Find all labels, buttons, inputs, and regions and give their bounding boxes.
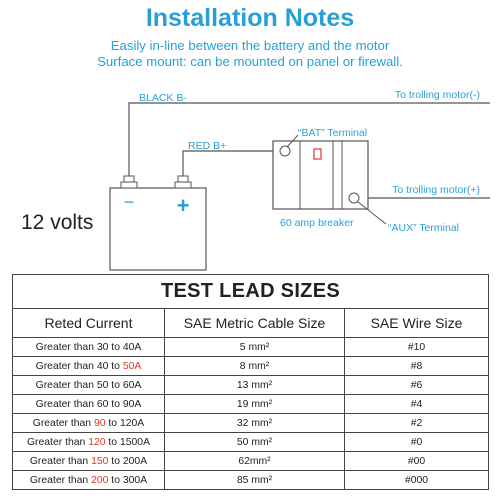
aux-terminal-label: “AUX” Terminal (388, 222, 459, 234)
breaker-label: 60 amp breaker (280, 217, 354, 229)
sae-size-cell: #000 (345, 471, 489, 490)
column-header: Reted Current (13, 309, 165, 338)
table-row (13, 357, 489, 376)
current-cell (13, 433, 165, 452)
battery-negative-terminal (121, 176, 137, 188)
table-row (13, 471, 489, 490)
aux-callout-line (358, 202, 386, 224)
table-row (13, 395, 489, 414)
current-text: to 1500A (105, 436, 151, 448)
metric-size-cell: 5 mm² (165, 338, 345, 357)
table-row (13, 338, 489, 357)
column-header: SAE Metric Cable Size (165, 309, 345, 338)
breaker (273, 141, 368, 209)
current-text: Greater than (26, 436, 89, 448)
lead-size-table (12, 274, 488, 490)
metric-size-cell: 62mm² (165, 452, 345, 471)
current-highlight: 200 (91, 474, 109, 486)
metric-size-cell: 32 mm² (165, 414, 345, 433)
current-text: to 120A (105, 417, 145, 429)
metric-size-cell: 8 mm² (165, 357, 345, 376)
current-highlight: 120 (88, 436, 106, 448)
current-text: to 200A (108, 455, 148, 467)
current-highlight: 90 (93, 417, 106, 429)
minus-sign: − (123, 192, 135, 212)
current-text: Greater than 40 to (35, 360, 123, 372)
current-text: Greater than (32, 417, 94, 429)
metric-size-cell: 19 mm² (165, 395, 345, 414)
current-cell (13, 414, 165, 433)
current-cell (13, 452, 165, 471)
sae-size-cell: #4 (345, 395, 489, 414)
bat-terminal-label: “BAT” Terminal (298, 127, 368, 139)
current-cell (13, 471, 165, 490)
table-row (13, 376, 489, 395)
current-highlight: 50A (122, 360, 142, 372)
current-cell (13, 376, 165, 395)
current-cell (13, 338, 165, 357)
current-text: Greater than 60 to 90A (35, 398, 142, 410)
table-row (13, 414, 489, 433)
plus-sign: + (176, 193, 190, 218)
black-wire-label: BLACK B- (139, 92, 187, 104)
red-wire-label: RED B+ (188, 140, 227, 152)
current-text: Greater than 50 to 60A (35, 379, 142, 391)
sae-size-cell: #2 (345, 414, 489, 433)
table-row (13, 433, 489, 452)
metric-size-cell: 50 mm² (165, 433, 345, 452)
sae-size-cell: #6 (345, 376, 489, 395)
aux-terminal (349, 193, 359, 203)
page-title: Installation Notes (145, 4, 355, 32)
table-header-row (13, 309, 489, 338)
breaker-reset-indicator (314, 149, 321, 159)
current-highlight: 150 (91, 455, 109, 467)
sae-size-cell: #8 (345, 357, 489, 376)
battery-voltage-label: 12 volts (21, 211, 94, 234)
current-cell (13, 357, 165, 376)
table-row (13, 452, 489, 471)
battery-positive-terminal (175, 176, 191, 188)
current-text: Greater than (29, 474, 92, 486)
current-text: Greater than (29, 455, 92, 467)
column-header: SAE Wire Size (345, 309, 489, 338)
bat-terminal (280, 146, 290, 156)
subtitle-line-1: Easily in-line between the battery and the motor (110, 38, 390, 53)
sae-size-cell: #10 (345, 338, 489, 357)
table-title: TEST LEAD SIZES (13, 275, 489, 309)
metric-size-cell: 85 mm² (165, 471, 345, 490)
motor-positive-label: To trolling motor(+) (392, 184, 480, 196)
current-text: to 300A (108, 474, 148, 486)
sae-size-cell: #0 (345, 433, 489, 452)
subtitle-line-2: Surface mount: can be mounted on panel or firewall. (97, 54, 403, 69)
current-text: Greater than 30 to 40A (35, 341, 142, 353)
motor-negative-label: To trolling motor(-) (394, 89, 480, 101)
red-wire (183, 151, 285, 176)
sae-size-cell: #00 (345, 452, 489, 471)
metric-size-cell: 13 mm² (165, 376, 345, 395)
current-cell (13, 395, 165, 414)
